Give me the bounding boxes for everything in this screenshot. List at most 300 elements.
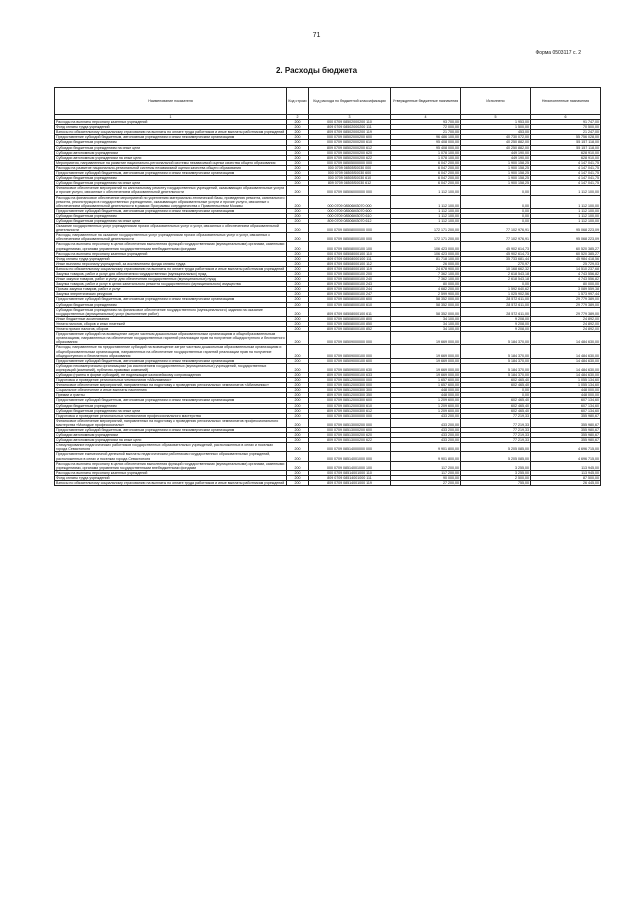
cell-budget-code: 000 0709 08513000200 620 xyxy=(309,433,391,438)
cell-budget-code: 809 0709 08514001000 111 xyxy=(309,475,391,480)
table-row xyxy=(55,155,601,160)
cell-budget-code: 000 0709 08513000200 000 xyxy=(309,418,391,427)
cell-approved: 1 657 600,00 xyxy=(391,378,461,383)
cell-executed: 449 190,00 xyxy=(461,150,531,155)
cell-unexecuted: 355 980,67 xyxy=(531,418,601,427)
table-row xyxy=(55,363,601,372)
cell-executed: 77 219,33 xyxy=(461,413,531,418)
cell-name: Субсидии бюджетным учреждениям xyxy=(55,176,287,181)
cell-name: Предоставление ежемесячной денежной выплаты педагогическим работникам государственных образовательных учреждений, расположенных в селах и поселках города Севастополя xyxy=(55,452,287,461)
cell-row-code: 200 xyxy=(287,251,309,256)
cell-unexecuted: 628 910,00 xyxy=(531,150,601,155)
cell-unexecuted: 3 089 559,38 xyxy=(531,287,601,292)
cell-budget-code: 000 0709 08513000000 000 xyxy=(309,413,391,418)
cell-name: Расходы на выплаты персоналу казенных учреждений xyxy=(55,470,287,475)
cell-name: Иные бюджетные ассигнования xyxy=(55,316,287,321)
cell-approved: 1 112 100,00 xyxy=(391,218,461,223)
cell-approved: 19 669 000,00 xyxy=(391,345,461,358)
cell-executed: 40 730 072,00 xyxy=(461,135,531,140)
cell-row-code: 200 xyxy=(287,408,309,413)
cell-approved: 117 200,00 xyxy=(391,461,461,470)
cell-budget-code: 809 0709 08505S0030 612 xyxy=(309,181,391,186)
cell-unexecuted: 29 779 389,00 xyxy=(531,302,601,307)
cell-name: Подготовка и проведение региональных чемпионатов профессионального мастерства xyxy=(55,413,287,418)
cell-approved: 96 486 100,00 xyxy=(391,135,461,140)
cell-budget-code: 000 0709 08514000000 000 xyxy=(309,443,391,452)
cell-name: Иные выплаты персоналу учреждений, за исключением фонда оплаты труда xyxy=(55,261,287,266)
cell-executed: 5 184 370,00 xyxy=(461,372,531,377)
cell-unexecuted: 1 055 134,60 xyxy=(531,383,601,388)
cell-approved: 1 078 100,00 xyxy=(391,150,461,155)
cell-row-code: 200 xyxy=(287,393,309,398)
cell-row-code: 200 xyxy=(287,292,309,297)
cell-unexecuted: 4 147 041,75 xyxy=(531,171,601,176)
cell-approved: 93 700,00 xyxy=(391,120,461,125)
cell-unexecuted: 14 484 630,00 xyxy=(531,332,601,345)
cell-row-code: 200 xyxy=(287,186,309,195)
column-number: 5 xyxy=(461,115,531,120)
cell-approved: 19 669 000,00 xyxy=(391,358,461,363)
cell-row-code: 200 xyxy=(287,321,309,326)
cell-unexecuted: 113 945,00 xyxy=(531,470,601,475)
cell-name: Расходы на развитие национально-региональной системы независимой оценки качества общего образования xyxy=(55,165,287,170)
cell-unexecuted: 1 573 997,44 xyxy=(531,292,601,297)
cell-name: Расходы на финансовое обеспечение мероприятий по укреплению материально-технической базы, проведению ремонта, капитального ремонта, реконструкции в государственных учреждениях, оказывающих образовательные услуги и прочие услуги, связанные с обеспечением образовательной деятельности в рамках Программы сотрудничества с Правительством Москвы xyxy=(55,195,287,208)
cell-budget-code: 000 0709 08506M3070 610 xyxy=(309,213,391,218)
cell-name: Финансовое обеспечение мероприятий, направленных на подготовку к проведению региональных чемпионатов «Абилимпикс» xyxy=(55,383,287,388)
cell-executed: 5 184 370,00 xyxy=(461,345,531,358)
cell-name: Субсидии автономным учреждениям на иные цели xyxy=(55,438,287,443)
cell-executed: 2 618 543,18 xyxy=(461,277,531,282)
cell-name: Субсидии бюджетным учреждениям на финансовое обеспечение государственного (муниципального) задания на оказание государственных (муниципальных) услуг (выполнение работ) xyxy=(55,307,287,316)
cell-name: Иные закупки товаров, работ и услуг для обеспечения государственных (муниципальных) нужд xyxy=(55,277,287,282)
cell-approved: 24 678 900,00 xyxy=(391,266,461,271)
cell-name: Предоставление субсидий бюджетным, автономным учреждениям и иным некоммерческим организациям xyxy=(55,171,287,176)
cell-executed: 0,00 xyxy=(461,195,531,208)
cell-executed: 77 219,33 xyxy=(461,418,531,427)
cell-row-code: 200 xyxy=(287,413,309,418)
table-row xyxy=(55,171,601,176)
table-row xyxy=(55,418,601,427)
cell-unexecuted: 355 980,67 xyxy=(531,413,601,418)
table-row xyxy=(55,242,601,251)
cell-budget-code: 000 0709 08506000000 000 xyxy=(309,186,391,195)
cell-row-code: 200 xyxy=(287,372,309,377)
cell-unexecuted: 1 112 100,00 xyxy=(531,218,601,223)
cell-unexecuted: 80 000,00 xyxy=(531,282,601,287)
cell-budget-code: 000 0709 08514001000 110 xyxy=(309,470,391,475)
cell-row-code: 200 xyxy=(287,165,309,170)
cell-name: Субсидии (гранты в форме субсидий), не подлежащие казначейскому сопровождению xyxy=(55,372,287,377)
cell-budget-code: 809 0709 08502000200 119 xyxy=(309,130,391,135)
cell-executed: 10 168 662,32 xyxy=(461,266,531,271)
cell-approved: 433 200,00 xyxy=(391,433,461,438)
cell-budget-code: 000 0709 08508000100 240 xyxy=(309,277,391,282)
cell-row-code: 200 xyxy=(287,176,309,181)
table-body xyxy=(55,120,601,486)
cell-budget-code: 000 0709 08514001000 000 xyxy=(309,452,391,461)
cell-budget-code: 809 0709 08508000100 611 xyxy=(309,307,391,316)
cell-executed: 0,00 xyxy=(461,282,531,287)
cell-unexecuted: 355 980,67 xyxy=(531,438,601,443)
cell-name: Прочая закупка товаров, работ и услуг xyxy=(55,287,287,292)
cell-row-code: 200 xyxy=(287,120,309,125)
table-row xyxy=(55,135,601,140)
table-row xyxy=(55,332,601,345)
cell-unexecuted: 55 756 028,00 xyxy=(531,135,601,140)
table-row xyxy=(55,428,601,433)
table-row xyxy=(55,145,601,150)
cell-row-code: 200 xyxy=(287,150,309,155)
cell-executed: 0,00 xyxy=(461,218,531,223)
cell-unexecuted: 14 484 630,00 xyxy=(531,372,601,377)
cell-budget-code: 809 0709 08513000200 622 xyxy=(309,438,391,443)
cell-name: Субсидии некоммерческим организациям (за исключением государственных (муниципальных) учреждений, государственных корпораций (компаний), публично-правовых компаний) xyxy=(55,363,287,372)
cell-name: Взносы по обязательному социальному страхованию на выплаты по оплате труда работников и иные выплаты работникам учреждений xyxy=(55,130,287,135)
cell-unexecuted: 29 779 389,00 xyxy=(531,297,601,302)
cell-name: Расходы, направленные на предоставление субсидий на возмещение затрат частным дошкольным образовательным организациям и общеобразовательным организациям, направленных на обеспечение государственных гарантий реализации прав на получение общедоступного и бесплатного образования xyxy=(55,345,287,358)
cell-budget-code: 000 0709 08505S0030 600 xyxy=(309,171,391,176)
cell-executed: 0,00 xyxy=(461,213,531,218)
cell-budget-code: 000 0709 08505000000 000 xyxy=(309,160,391,165)
cell-unexecuted: 355 980,67 xyxy=(531,433,601,438)
cell-executed: 602 465,40 xyxy=(461,378,531,383)
cell-row-code: 200 xyxy=(287,256,309,261)
cell-unexecuted: 1 112 100,00 xyxy=(531,208,601,213)
cell-budget-code: 000 0709 08512000000 000 xyxy=(309,378,391,383)
cell-row-code: 200 xyxy=(287,208,309,213)
cell-unexecuted: 1 112 100,00 xyxy=(531,213,601,218)
cell-approved: 106 423 000,00 xyxy=(391,242,461,251)
cell-unexecuted: 87 500,00 xyxy=(531,475,601,480)
cell-row-code: 200 xyxy=(287,383,309,388)
cell-budget-code: 809 0709 08506M3070 612 xyxy=(309,218,391,223)
cell-name: Фонд оплаты труда учреждений xyxy=(55,125,287,130)
cell-name: Субсидии автономным учреждениям на иные цели xyxy=(55,155,287,160)
cell-unexecuted: 24 892,00 xyxy=(531,327,601,332)
cell-budget-code: 809 0709 08512000300 350 xyxy=(309,393,391,398)
cell-name: Мероприятия, направленные на развитие национально-региональной системы независимой оценки качества общего образования xyxy=(55,160,287,165)
cell-approved: 90 000,00 xyxy=(391,475,461,480)
cell-executed: 1 500,00 xyxy=(461,125,531,130)
cell-budget-code: 809 0709 08508000100 244 xyxy=(309,287,391,292)
cell-row-code: 200 xyxy=(287,438,309,443)
table-row xyxy=(55,277,601,282)
cell-row-code: 200 xyxy=(287,218,309,223)
cell-unexecuted: 4 743 556,82 xyxy=(531,272,601,277)
cell-name: Субсидии бюджетным учреждениям xyxy=(55,213,287,218)
cell-approved: 6 047 200,00 xyxy=(391,171,461,176)
cell-approved: 1 657 600,00 xyxy=(391,383,461,388)
cell-unexecuted: 26 445,00 xyxy=(531,481,601,486)
cell-name: Стимулирование педагогических работников государственных образовательных учреждений, расположенных в селах и поселках города Севастополя xyxy=(55,443,287,452)
cell-approved: 1 112 100,00 xyxy=(391,208,461,213)
cell-name: Расходы на выплаты персоналу казенных учреждений xyxy=(55,251,287,256)
cell-budget-code: 000 0709 08508000000 000 xyxy=(309,224,391,233)
cell-row-code: 200 xyxy=(287,443,309,452)
cell-unexecuted: 95 068 223,09 xyxy=(531,233,601,242)
header-row xyxy=(55,88,601,115)
cell-row-code: 200 xyxy=(287,155,309,160)
cell-executed: 2 500,00 xyxy=(461,475,531,480)
cell-budget-code: 809 0709 08509000100 633 xyxy=(309,372,391,377)
cell-name: Предоставление субсидий бюджетным, автономным учреждениям и иным некоммерческим организациям xyxy=(55,135,287,140)
cell-row-code: 200 xyxy=(287,358,309,363)
cell-executed: 3 255,00 xyxy=(461,461,531,470)
cell-budget-code: 000 0709 08508000100 110 xyxy=(309,251,391,256)
cell-approved: 2 599 900,00 xyxy=(391,292,461,297)
cell-executed: 1 900 158,25 xyxy=(461,165,531,170)
cell-unexecuted: 55 157 118,00 xyxy=(531,140,601,145)
cell-name: Фонд оплаты труда учреждений xyxy=(55,475,287,480)
cell-executed: 449 190,00 xyxy=(461,155,531,160)
cell-name: Уплата налогов, сборов и иных платежей xyxy=(55,321,287,326)
cell-executed: 35 733 681,44 xyxy=(461,256,531,261)
cell-budget-code: 000 0709 08506M3070 000 xyxy=(309,195,391,208)
cell-row-code: 200 xyxy=(287,287,309,292)
header-name: Наименование показателя xyxy=(55,88,287,115)
cell-budget-code: 000 0709 08508000100 600 xyxy=(309,297,391,302)
cell-row-code: 200 xyxy=(287,277,309,282)
table-row xyxy=(55,345,601,358)
cell-row-code: 200 xyxy=(287,403,309,408)
cell-executed: 77 219,33 xyxy=(461,433,531,438)
cell-executed: 5 205 085,00 xyxy=(461,452,531,461)
table-row xyxy=(55,181,601,186)
cell-executed: 1 900 158,25 xyxy=(461,176,531,181)
cell-executed: 755,00 xyxy=(461,481,531,486)
cell-unexecuted: 607 134,60 xyxy=(531,408,601,413)
cell-approved: 1 209 600,00 xyxy=(391,398,461,403)
cell-executed: 0,00 xyxy=(461,208,531,213)
cell-name: Субсидии бюджетным учреждениям xyxy=(55,403,287,408)
cell-approved: 172 171 200,00 xyxy=(391,224,461,233)
cell-row-code: 200 xyxy=(287,332,309,345)
cell-unexecuted: 14 484 630,00 xyxy=(531,345,601,358)
cell-row-code: 200 xyxy=(287,195,309,208)
cell-budget-code: 809 0709 08508000100 247 xyxy=(309,292,391,297)
cell-budget-code: 000 0709 08509000100 000 xyxy=(309,345,391,358)
cell-approved: 4 682 200,00 xyxy=(391,287,461,292)
cell-row-code: 200 xyxy=(287,266,309,271)
cell-budget-code: 809 0709 08512000300 612 xyxy=(309,408,391,413)
header-approved: Утвержденные бюджетные назначения xyxy=(391,88,461,115)
cell-row-code: 200 xyxy=(287,181,309,186)
page-number: 71 xyxy=(312,32,321,39)
cell-name: Оказание государственных услуг учреждениями прочих образовательных услуг и услуг, связанных с обеспечением образовательной деятельности xyxy=(55,224,287,233)
cell-budget-code: 809 0709 08508000100 119 xyxy=(309,266,391,271)
cell-budget-code: 000 0709 08514001000 100 xyxy=(309,461,391,470)
cell-budget-code: 809 0709 08502000200 622 xyxy=(309,155,391,160)
cell-approved: 9 901 800,00 xyxy=(391,443,461,452)
cell-name: Субсидии бюджетным учреждениям на иные цели xyxy=(55,218,287,223)
cell-budget-code: 000 0709 08502000200 610 xyxy=(309,140,391,145)
cell-executed: 28 572 611,00 xyxy=(461,302,531,307)
cell-name: Закупка товаров, работ и услуг для обеспечения государственных (муниципальных) нужд xyxy=(55,272,287,277)
cell-name: Субсидии бюджетным учреждениям на иные цели xyxy=(55,181,287,186)
cell-unexecuted: 70 500,00 xyxy=(531,125,601,130)
column-number: 1 xyxy=(55,115,287,120)
cell-executed: 45 902 614,73 xyxy=(461,242,531,251)
cell-row-code: 200 xyxy=(287,316,309,321)
cell-budget-code: 000 0709 08509000100 630 xyxy=(309,363,391,372)
cell-approved: 72 000,00 xyxy=(391,125,461,130)
header-row-code: Код строки xyxy=(287,88,309,115)
table-row xyxy=(55,195,601,208)
cell-row-code: 200 xyxy=(287,428,309,433)
cell-approved: 95 408 000,00 xyxy=(391,140,461,145)
table-row xyxy=(55,461,601,470)
cell-unexecuted: 24 892,00 xyxy=(531,321,601,326)
cell-approved: 19 669 000,00 xyxy=(391,363,461,372)
cell-unexecuted: 21 247,00 xyxy=(531,130,601,135)
cell-name: Предоставление субсидий на возмещение затрат частным дошкольным образовательным организациям и общеобразовательным организациям, направленных на обеспечение государственных гарантий реализации прав на получение общедоступного и бесплатного образования xyxy=(56,332,285,345)
cell-budget-code: 000 0709 08512000300 610 xyxy=(309,403,391,408)
cell-name: Подготовка и проведение региональных чемпионатов «Абилимпикс» xyxy=(55,378,287,383)
table-row xyxy=(55,165,601,170)
cell-approved: 19 669 000,00 xyxy=(391,332,461,345)
cell-executed: 77 219,33 xyxy=(461,438,531,443)
cell-budget-code: 000 0709 08506M3070 600 xyxy=(309,208,391,213)
cell-name: Субсидии бюджетным учреждениям xyxy=(55,140,287,145)
cell-executed: 602 465,40 xyxy=(461,403,531,408)
cell-approved: 1 112 100,00 xyxy=(391,213,461,218)
cell-unexecuted: 448 000,00 xyxy=(531,388,601,393)
cell-unexecuted: 45 984 418,56 xyxy=(531,256,601,261)
cell-name: Закупка энергетических ресурсов xyxy=(55,292,287,297)
cell-name: Взносы по обязательному социальному страхованию на выплаты по оплате труда работников и иные выплаты работникам учреждений xyxy=(55,266,287,271)
table-row xyxy=(55,160,601,165)
table-row xyxy=(55,408,601,413)
cell-row-code: 200 xyxy=(287,388,309,393)
cell-executed: 40 250 882,00 xyxy=(461,145,531,150)
column-number: 3 xyxy=(309,115,391,120)
cell-row-code: 200 xyxy=(287,398,309,403)
cell-executed: 602 465,40 xyxy=(461,398,531,403)
cell-row-code: 200 xyxy=(287,233,309,242)
cell-unexecuted: 4 147 041,75 xyxy=(531,165,601,170)
cell-name: Расходы на выплаты персоналу в целях обеспечения выполнения функций государственными (муниципальными) органами, казенными учреждениями, органами управления государственными внебюджетными фондами xyxy=(55,461,287,470)
cell-approved: 433 200,00 xyxy=(391,418,461,427)
cell-name: Финансовое обеспечение мероприятий, направленных на подготовку к проведению региональных чемпионатов профессионального мастерства «Молодые профессионалы» xyxy=(55,418,287,427)
cell-unexecuted: 1 055 134,60 xyxy=(531,378,601,383)
cell-approved: 19 669 000,00 xyxy=(391,372,461,377)
cell-approved: 34 100,00 xyxy=(391,327,461,332)
cell-name: Предоставление субсидий бюджетным, автономным учреждениям и иным некоммерческим организациям xyxy=(55,208,287,213)
cell-executed: 1 900 158,25 xyxy=(461,181,531,186)
cell-row-code: 200 xyxy=(287,461,309,470)
cell-approved: 117 200,00 xyxy=(391,470,461,475)
cell-budget-code: 000 0709 08502000200 620 xyxy=(309,150,391,155)
cell-name: Премии и гранты xyxy=(55,393,287,398)
cell-row-code: 200 xyxy=(287,130,309,135)
cell-budget-code: 000 0709 08508000100 200 xyxy=(309,272,391,277)
cell-approved: 58 352 000,00 xyxy=(391,302,461,307)
cell-approved: 81 718 100,00 xyxy=(391,256,461,261)
header-budget-code: Код расхода по бюджетной классификации xyxy=(309,88,391,115)
table-row xyxy=(55,443,601,452)
table-row xyxy=(55,470,601,475)
cell-budget-code: 000 0709 08508000100 100 xyxy=(309,242,391,251)
cell-budget-code: 809 0709 08508000100 243 xyxy=(309,282,391,287)
cell-name: Предоставление субсидий бюджетным, автономным учреждениям и иным некоммерческим организациям xyxy=(55,358,287,363)
cell-row-code: 200 xyxy=(287,213,309,218)
cell-executed: 5 184 370,00 xyxy=(461,332,531,345)
cell-budget-code: 000 0709 08512000300 300 xyxy=(309,388,391,393)
cell-executed: 28 572 611,00 xyxy=(461,297,531,302)
cell-executed: 1 953,00 xyxy=(461,120,531,125)
cell-executed: 45 902 614,73 xyxy=(461,251,531,256)
cell-budget-code: 809 0709 08508000100 852 xyxy=(309,327,391,332)
cell-row-code: 200 xyxy=(287,345,309,358)
cell-row-code: 200 xyxy=(287,378,309,383)
cell-unexecuted: 4 147 041,75 xyxy=(531,176,601,181)
cell-unexecuted: 60 520 385,27 xyxy=(531,242,601,251)
cell-approved: 1 112 100,00 xyxy=(391,186,461,195)
header-unexecuted: Неисполненные назначения xyxy=(531,88,601,115)
cell-budget-code: 000 0709 08513000200 600 xyxy=(309,428,391,433)
table-row xyxy=(55,307,601,316)
cell-name: Взносы по обязательному социальному страхованию на выплаты по оплате труда работников и иные выплаты работникам учреждений xyxy=(55,481,287,486)
cell-executed: 40 250 882,00 xyxy=(461,140,531,145)
cell-approved: 80 000,00 xyxy=(391,282,461,287)
cell-approved: 21 700,00 xyxy=(391,130,461,135)
cell-row-code: 200 xyxy=(287,171,309,176)
cell-executed: 453,00 xyxy=(461,130,531,135)
cell-unexecuted: 4 147 041,75 xyxy=(531,181,601,186)
cell-approved: 433 200,00 xyxy=(391,413,461,418)
cell-name: Предоставление субсидий бюджетным, автономным учреждениям и иным некоммерческим организациям xyxy=(55,297,287,302)
cell-approved: 7 362 100,00 xyxy=(391,272,461,277)
cell-name: Субсидии автономным учреждениям xyxy=(55,150,287,155)
cell-executed: 9 208,00 xyxy=(461,321,531,326)
cell-name: Уплата прочих налогов, сборов xyxy=(55,327,287,332)
cell-unexecuted: 1 112 100,00 xyxy=(531,186,601,195)
cell-executed: 5 205 085,00 xyxy=(461,443,531,452)
form-code: Форма 0503117 с. 2 xyxy=(535,50,581,56)
cell-budget-code: 000 0709 08502000200 110 xyxy=(309,120,391,125)
cell-budget-code: 000 0709 08505S0030 610 xyxy=(309,176,391,181)
cell-row-code: 200 xyxy=(287,272,309,277)
cell-budget-code: 809 0709 08502000200 612 xyxy=(309,145,391,150)
cell-row-code: 200 xyxy=(287,282,309,287)
cell-unexecuted: 607 134,60 xyxy=(531,403,601,408)
cell-name: Фонд оплаты труда учреждений xyxy=(55,256,287,261)
table-row xyxy=(55,224,601,233)
table-row xyxy=(55,297,601,302)
cell-executed: 0,00 xyxy=(461,388,531,393)
cell-approved: 27 200,00 xyxy=(391,481,461,486)
cell-unexecuted: 607 134,60 xyxy=(531,398,601,403)
cell-budget-code: 000 0709 08508000100 000 xyxy=(309,233,391,242)
column-number: 6 xyxy=(531,115,601,120)
cell-budget-code: 809 0709 08502000200 111 xyxy=(309,125,391,130)
cell-row-code: 200 xyxy=(287,475,309,480)
cell-row-code: 200 xyxy=(287,224,309,233)
cell-approved: 6 047 200,00 xyxy=(391,165,461,170)
cell-unexecuted: 60 520 385,27 xyxy=(531,251,601,256)
cell-budget-code: 000 0709 08509000100 600 xyxy=(309,358,391,363)
cell-name: Финансовое обеспечение мероприятий по капитальному ремонту государственных учреждений, оказывающих образовательные услуги и прочие услуги, связанные с обеспечением образовательной деятельности xyxy=(55,186,287,195)
table-row xyxy=(55,398,601,403)
cell-unexecuted: 14 510 237,68 xyxy=(531,266,601,271)
cell-approved: 106 423 000,00 xyxy=(391,251,461,256)
cell-executed: 0,00 xyxy=(461,186,531,195)
cell-budget-code: 000 0709 08512000300 600 xyxy=(309,398,391,403)
table-row xyxy=(55,186,601,195)
table-row xyxy=(55,120,601,125)
cell-approved: 58 352 000,00 xyxy=(391,307,461,316)
